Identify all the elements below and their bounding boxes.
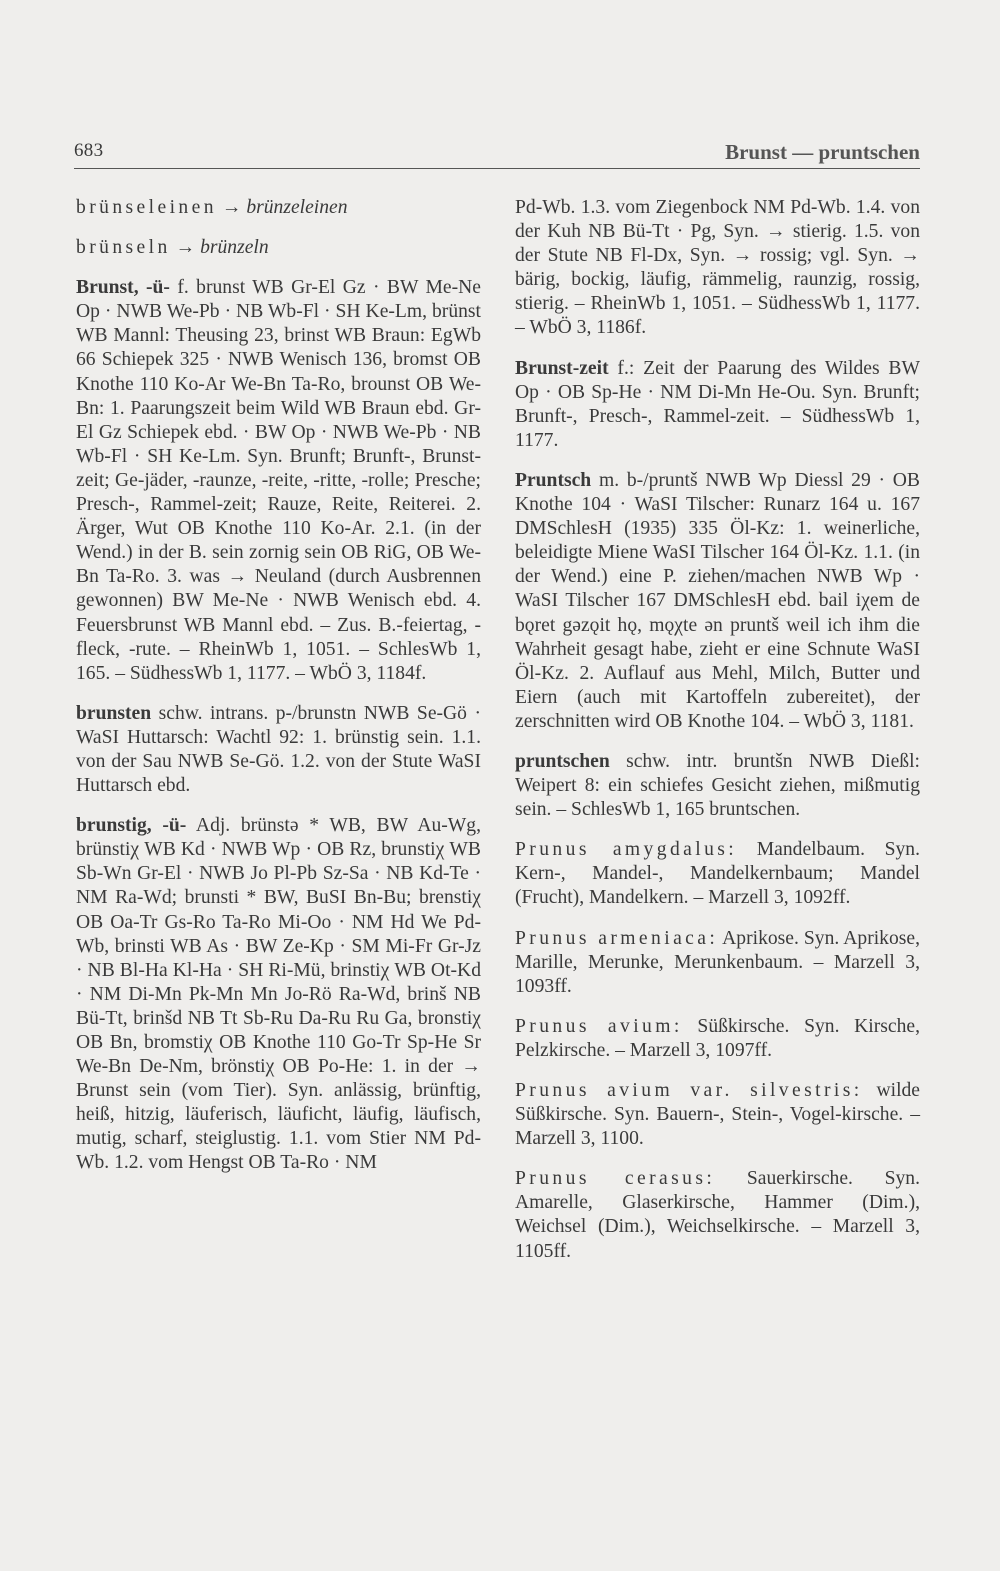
entry-lemma: Brunst, -ü- [76, 277, 170, 299]
entry-lemma: brünseln [76, 237, 171, 259]
entry-lemma: Prunus avium: [515, 1015, 683, 1037]
entry-body: Sauerkirsche. Syn. Amarelle, Glaserkirsche, Hammer (Dim.), Weichsel (Dim.), Weichselkirsche. – Marzell 3, 1105ff. [515, 1168, 920, 1262]
entry-lemma: brünseleinen [76, 197, 217, 218]
entry-body: Mandelbaum. Syn. Kern-, Mandel-, Mandelkernbaum; Mandel (Frucht), Mandelkern. – Marzell 3, 1092ff. [515, 839, 920, 909]
entry-brunst-zeit [515, 357, 920, 453]
entry-lemma: Prunus cerasus: [515, 1168, 716, 1190]
entry-brunsten [76, 702, 481, 798]
entry-body: f. brunst WB Gr-El Gz · BW Me-Ne Op · NWB We-Pb · NB Wb-Fl · SH Ke-Lm, brünst WB Mannl: Theusing 23, brinst WB Braun: EgWb 66 Schiepek 325 · NWB Wenisch 136, bromst OB Knothe 110 Ko-Ar We-Bn Ta-Ro, brounst OB We-Bn: 1. Paarungszeit beim Wild WB Braun ebd. Gr-El Gz Schiepek ebd. · BW Op · NWB We-Pb · NB Wb-Fl · SH Ke-Lm. Syn. Brunft; Brunft-, Brunst-zeit; Ge-jäder, -raunze, -reite, -ritte, -rolle; Presche; Presch-, Rammel-zeit; Rauze, Reite, Reiterei. 2. Ärger, Wut OB Knothe 110 Ko-Ar. 2.1. (in der Wend.) in der B. sein zornig sein OB RiG, OB We-Bn Ta-Ro. 3. was → Neuland (durch Ausbrennen gewonnen) BW Me-Ne · NWB Wenisch ebd. 4. Feuersbrunst WB Mannl ebd. – Zus. B.-feiertag, -fleck, -rute. – RheinWb 1, 1051. – SchlesWb 1, 165. – SüdhessWb 1, 1177. – WbÖ 3, 1184f. [76, 277, 481, 684]
entry-lemma: Prunus armeniaca: [515, 927, 719, 949]
entry-pruntsch [515, 469, 920, 734]
entry-body: Süßkirsche. Syn. Kirsche, Pelzkirsche. – Marzell 3, 1097ff. [515, 1015, 920, 1061]
entry-body: f.: Zeit der Paarung des Wildes BW Op · OB Sp-He · NM Di-Mn He-Ou. Syn. Brunft; Brunft-, Presch-, Rammel-zeit. – SüdhessWb 1, 1177. [515, 357, 920, 451]
cross-ref-arrow: → [216, 197, 247, 218]
right-column [515, 196, 920, 1280]
entry-bruenseleinen [76, 196, 481, 220]
entry-prunus-avium [515, 1015, 920, 1063]
page-number: 683 [74, 140, 104, 161]
entry-lemma: brunsten [76, 702, 152, 724]
entry-body: wilde Süßkirsche. Syn. Bauern-, Stein-, Vogel-kirsche. – Marzell 3, 1100. [515, 1080, 920, 1150]
page-header [74, 140, 920, 169]
entry-lemma: brunstig, -ü- [76, 815, 187, 837]
running-head: Brunst — pruntschen [725, 140, 920, 164]
entry-lemma: Brunst-zeit [515, 357, 609, 379]
entry-body: m. b-/pruntš NWB Wp Diessl 29 · OB Knothe 104 · WaSI Tilscher: Runarz 164 u. 167 DMSchlesH (1935) 335 Öl-Kz: 1. weinerliche, beleidigte Miene WaSI Tilscher 164 Öl-Kz. 1.1. (in der Wend.) eine P. ziehen/machen NWB Wp · WaSI Tilscher 167 DMSchlesH ebd. bail iχem de bǫret gəzǫit hǫ, mǫχte ən pruntš weil ich ihm die Wahrheit gesagt habe, zieht er eine Schnute WaSI Öl-Kz. 2. Auflauf aus Mehl, Milch, Butter und Eiern (auch mit Kartoffeln zubereitet), der zerschnitten wird OB Knothe 104. – WbÖ 3, 1181. [515, 469, 920, 732]
entry-body: Adj. brünstə * WB, BW Au-Wg, brünstiχ WB Kd · NWB Wp · OB Rz, brunstiχ WB Sb-Wn Gr-El · NWB Jo Pl-Pb Sz-Sa · NB Kd-Te · NM Ra-Wd; brunsti * BW, BuSI Bn-Bu; brenstiχ OB Oa-Tr Gs-Ro Ta-Ro Mi-Oo · NM Hd We Pd-Wb, brinsti WB As · BW Ze-Kp · SM Mi-Fr Gr-Jz · NB Bl-Ha Kl-Ha · SH Ri-Mü, brinstiχ WB Ot-Kd · NM Di-Mn Pk-Mn Mn Jo-Rö Ra-Wd, brinš NB Bü-Tt, brinšd NB Tt Sb-Ru Da-Ru Ru Ga, bronstiχ OB Bn, bromstiχ OB Knothe 110 Go-Tr Sp-He Sr We-Bn De-Nm, brönstiχ OB Po-He: 1. in der → Brunst sein (vom Tier). Syn. anlässig, brünftig, heiß, hitzig, läuferisch, läuficht, läufig, läufisch, mutig, scharf, steiglustig. 1.1. vom Stier NM Pd-Wb. 1.2. vom Hengst OB Ta-Ro · NM [76, 815, 481, 1174]
left-column [76, 196, 481, 1192]
entry-lemma: Prunus amygdalus: [515, 839, 738, 861]
entry-brunstig-continued [515, 196, 920, 341]
entry-brunst [76, 276, 481, 686]
entry-body: schw. intrans. p-/brunstn NWB Se-Gö · WaSI Huttarsch: Wachtl 92: 1. brünstig sein. 1.1. von der Sau NWB Se-Gö. 1.2. von der Stute WaSI Huttarsch ebd. [76, 702, 481, 797]
cross-ref-arrow: → [170, 237, 201, 259]
entry-body: Pd-Wb. 1.3. vom Ziegenbock NM Pd-Wb. 1.4. von der Kuh NB Bü-Tt · Pg, Syn. → stierig. 1.5. von der Stute NB Fl-Dx, Syn. → rossig; vgl. Syn. → bärig, bockig, läufig, rämmelig, raunzig, rossig, stierig. – RheinWb 1, 1051. – SüdhessWb 1, 1177. – WbÖ 3, 1186f. [515, 197, 920, 339]
entry-lemma: Prunus avium var. silvestris: [515, 1080, 863, 1101]
entry-lemma: pruntschen [515, 750, 610, 772]
entry-prunus-cerasus [515, 1167, 920, 1263]
entry-bruenseln [76, 236, 481, 260]
entry-prunus-amygdalus [515, 838, 920, 910]
entry-lemma: Pruntsch [515, 469, 592, 491]
entry-brunstig [76, 814, 481, 1175]
entry-body: Aprikose. Syn. Aprikose, Marille, Merunke, Merunkenbaum. – Marzell 3, 1093ff. [515, 927, 920, 997]
cross-ref-target: brünzeln [200, 237, 269, 259]
entry-pruntschen [515, 750, 920, 822]
entry-prunus-armeniaca [515, 927, 920, 999]
cross-ref-target: brünzeleinen [246, 197, 348, 218]
entry-body: schw. intr. bruntšn NWB Dießl: Weipert 8: ein schiefes Gesicht ziehen, mißmutig sein. – SchlesWb 1, 165 bruntschen. [515, 750, 920, 821]
entry-prunus-avium-silvestris [515, 1079, 920, 1151]
